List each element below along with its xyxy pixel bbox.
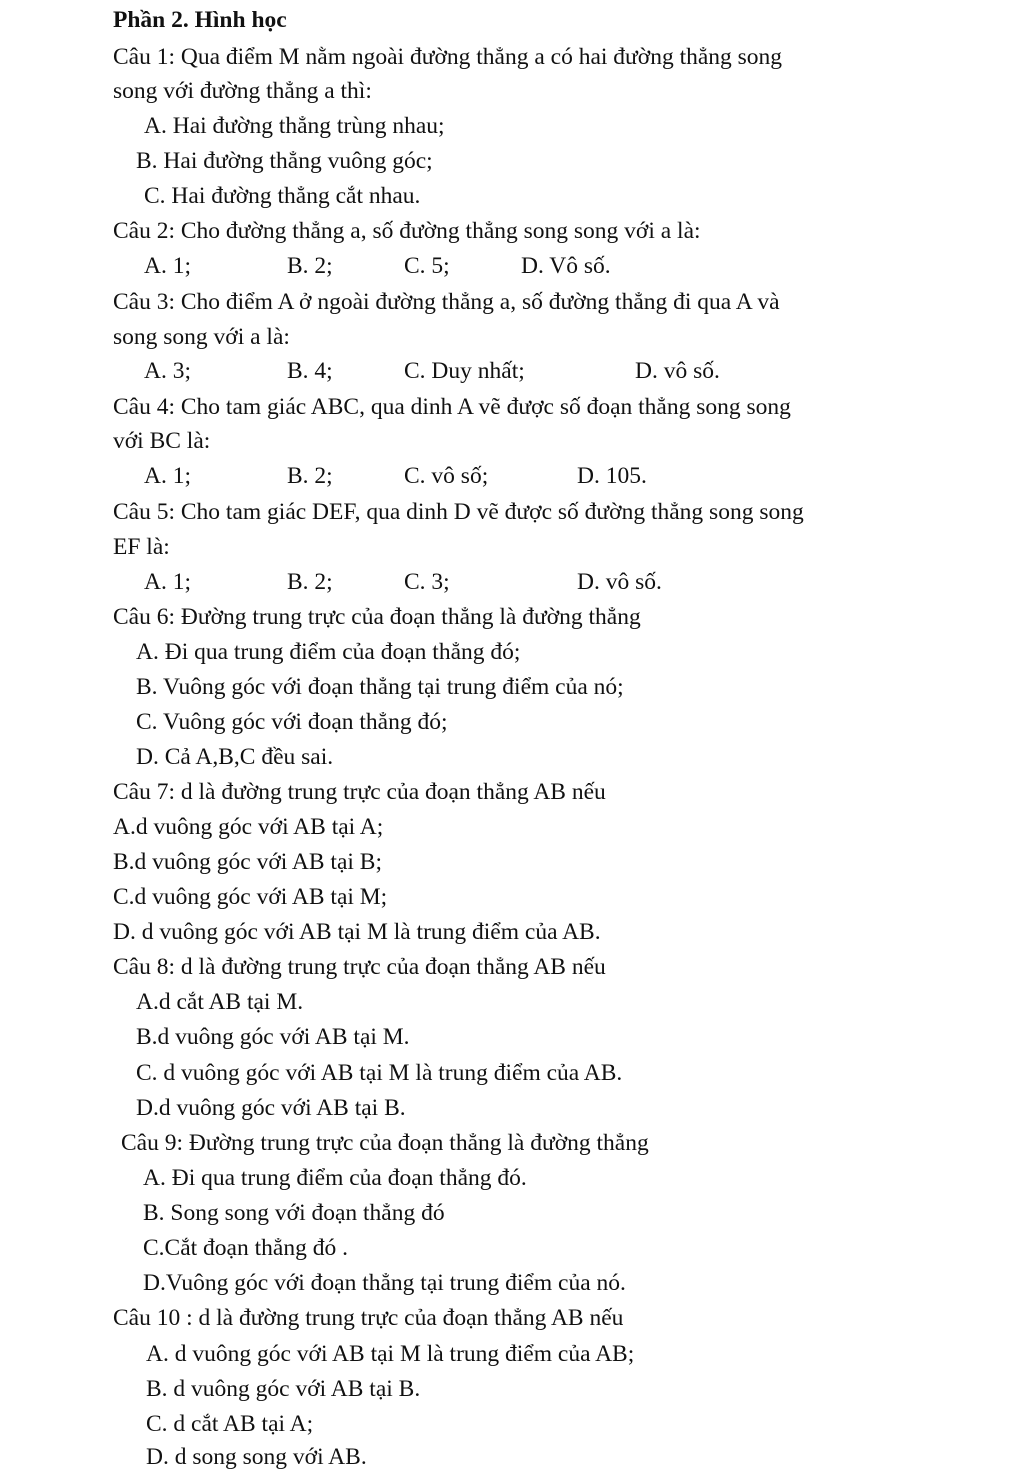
q3-option-c: C. Duy nhất; — [404, 358, 525, 384]
q3-option-b: B. 4; — [287, 358, 333, 384]
q1-option-b: B. Hai đường thẳng vuông góc; — [136, 148, 433, 174]
q6-option-a: A. Đi qua trung điểm của đoạn thẳng đó; — [136, 639, 521, 665]
q2-option-d: D. Vô số. — [521, 253, 611, 279]
q4-stem-line2: với BC là: — [113, 428, 211, 454]
q4-option-a: A. 1; — [144, 463, 191, 489]
q9-option-d: D.Vuông góc với đoạn thẳng tại trung điểm của nó. — [143, 1270, 626, 1296]
q2-option-b: B. 2; — [287, 253, 333, 279]
q8-option-d: D.d vuông góc với AB tại B. — [136, 1095, 406, 1121]
q8-option-c: C. d vuông góc với AB tại M là trung điểm của AB. — [136, 1060, 623, 1086]
q6-option-d: D. Cả A,B,C đều sai. — [136, 744, 334, 770]
q7-option-a: A.d vuông góc với AB tại A; — [113, 814, 384, 840]
q7-option-b: B.d vuông góc với AB tại B; — [113, 849, 382, 875]
q9-option-b: B. Song song với đoạn thẳng đó — [143, 1200, 445, 1226]
q5-option-c: C. 3; — [404, 569, 450, 595]
q4-stem-line1: Câu 4: Cho tam giác ABC, qua dinh A vẽ được số đoạn thẳng song song — [113, 394, 791, 420]
q4-option-d: D. 105. — [577, 463, 647, 489]
q4-option-b: B. 2; — [287, 463, 333, 489]
q5-stem-line1: Câu 5: Cho tam giác DEF, qua dinh D vẽ được số đường thẳng song song — [113, 499, 804, 525]
q9-stem: Câu 9: Đường trung trực của đoạn thẳng là đường thẳng — [121, 1130, 649, 1156]
q1-option-a: A. Hai đường thẳng trùng nhau; — [144, 113, 445, 139]
q6-option-b: B. Vuông góc với đoạn thẳng tại trung điểm của nó; — [136, 674, 624, 700]
q3-stem-line1: Câu 3: Cho điểm A ở ngoài đường thẳng a, số đường thẳng đi qua A và — [113, 289, 780, 315]
q7-option-d: D. d vuông góc với AB tại M là trung điểm của AB. — [113, 919, 601, 945]
q10-option-a: A. d vuông góc với AB tại M là trung điểm của AB; — [146, 1341, 635, 1367]
q9-option-c: C.Cắt đoạn thẳng đó . — [143, 1235, 348, 1261]
q7-stem: Câu 7: d là đường trung trực của đoạn thẳng AB nếu — [113, 779, 606, 805]
q5-option-a: A. 1; — [144, 569, 191, 595]
q8-stem: Câu 8: d là đường trung trực của đoạn thẳng AB nếu — [113, 954, 606, 980]
q1-option-c: C. Hai đường thẳng cắt nhau. — [144, 183, 421, 209]
q8-option-a: A.d cắt AB tại M. — [136, 989, 304, 1015]
q7-option-c: C.d vuông góc với AB tại M; — [113, 884, 388, 910]
q10-option-b: B. d vuông góc với AB tại B. — [146, 1376, 421, 1402]
section-title: Phần 2. Hình học — [113, 7, 287, 33]
q6-option-c: C. Vuông góc với đoạn thẳng đó; — [136, 709, 448, 735]
q10-option-c: C. d cắt AB tại A; — [146, 1411, 314, 1437]
q10-option-d: D. d song song với AB. — [146, 1444, 367, 1470]
q2-option-c: C. 5; — [404, 253, 450, 279]
q1-stem-line1: Câu 1: Qua điểm M nằm ngoài đường thẳng a có hai đường thẳng song — [113, 44, 783, 70]
q3-stem-line2: song song với a là: — [113, 324, 290, 350]
q5-option-b: B. 2; — [287, 569, 333, 595]
q8-option-b: B.d vuông góc với AB tại M. — [136, 1024, 410, 1050]
q5-option-d: D. vô số. — [577, 569, 662, 595]
q4-option-c: C. vô số; — [404, 463, 489, 489]
q2-stem: Câu 2: Cho đường thẳng a, số đường thẳng song song với a là: — [113, 218, 701, 244]
q5-stem-line2: EF là: — [113, 534, 170, 560]
q2-option-a: A. 1; — [144, 253, 191, 279]
q10-stem: Câu 10 : d là đường trung trực của đoạn thẳng AB nếu — [113, 1305, 624, 1331]
q6-stem: Câu 6: Đường trung trực của đoạn thẳng là đường thẳng — [113, 604, 641, 630]
q3-option-d: D. vô số. — [635, 358, 720, 384]
q1-stem-line2: song với đường thẳng a thì: — [113, 78, 372, 104]
q3-option-a: A. 3; — [144, 358, 191, 384]
q9-option-a: A. Đi qua trung điểm của đoạn thẳng đó. — [143, 1165, 527, 1191]
